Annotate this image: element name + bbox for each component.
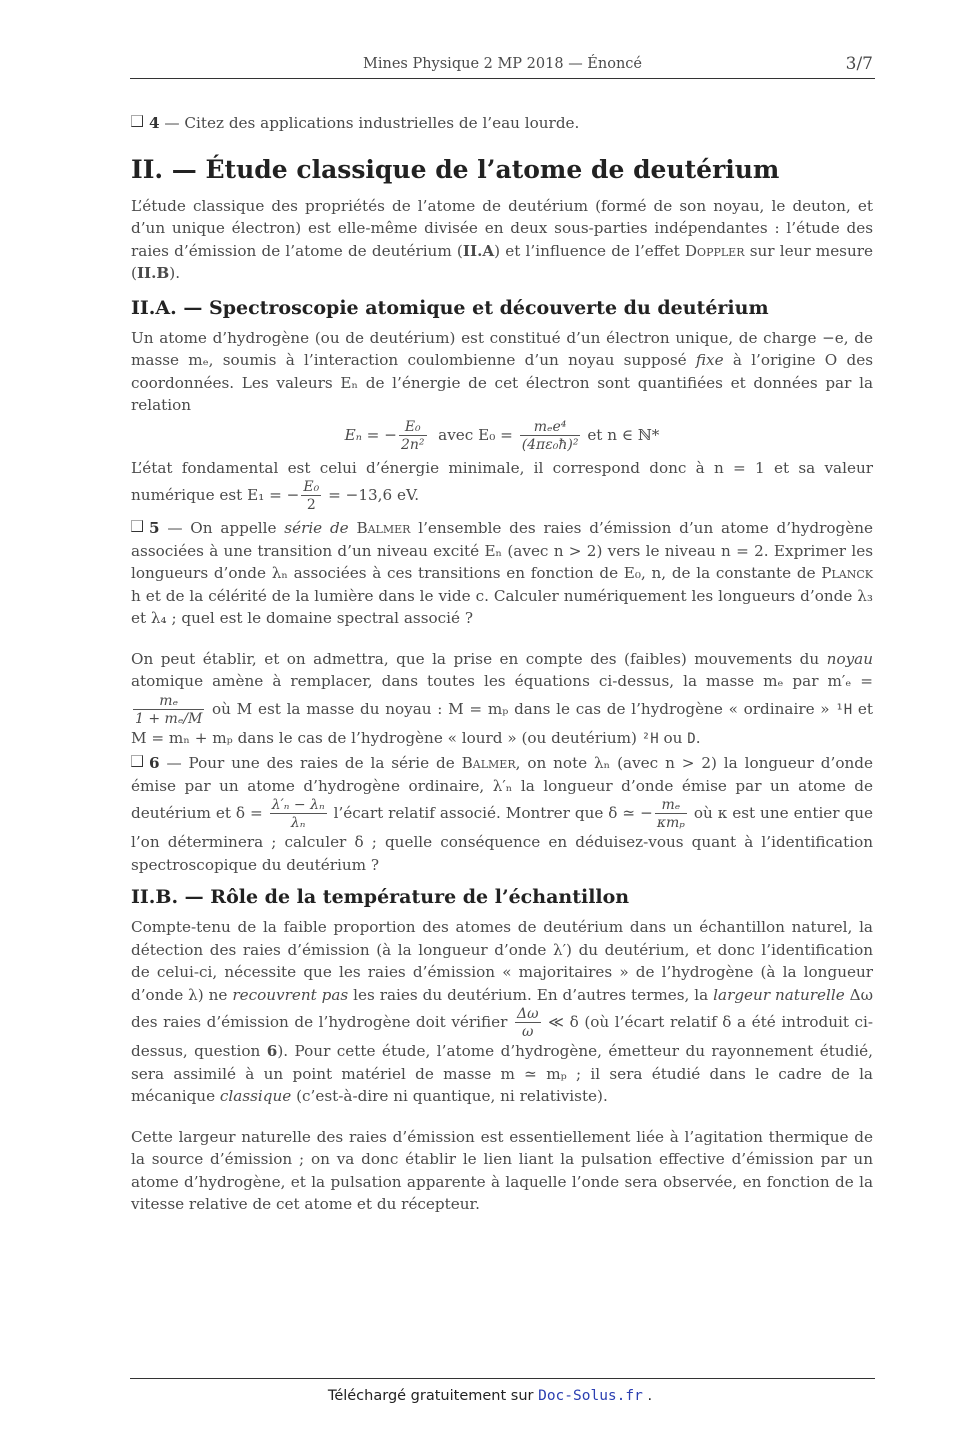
name-doppler: Doppler	[684, 241, 745, 260]
question-number: 4	[149, 114, 160, 132]
isotope-symbol: ¹H	[835, 701, 853, 718]
isotope-symbol: D	[687, 730, 696, 747]
page-number: 3/7	[845, 54, 873, 74]
section-ref: II.A	[462, 241, 495, 260]
denominator: 1 + mₑ/M	[135, 710, 203, 727]
spacer	[131, 630, 873, 648]
text-run: Δω des raies d’émission de l’hydrogène doit vérifier	[131, 985, 873, 1031]
name-balmer: Balmer	[356, 519, 411, 537]
checkbox-icon	[131, 520, 143, 532]
subsection-title-2b: II.B. — Rôle de la température de l’échantillon	[131, 886, 630, 908]
denominator: ω	[515, 1022, 541, 1040]
header-title: Mines Physique 2 MP 2018 — Énoncé	[363, 56, 642, 72]
text-run: sur leur mesure (	[131, 241, 873, 282]
emphasis: largeur naturelle	[713, 985, 845, 1004]
question-number: 6	[149, 754, 160, 772]
section-intro	[131, 195, 873, 285]
text-run: où κ est une entier que l’on déterminera ; calculer δ ; quelle conséquence en déduisez-vous quant à l’identification spectroscopique du deutérium ?	[131, 804, 874, 874]
emphasis: série de	[284, 519, 349, 537]
emphasis: fixe	[695, 351, 724, 369]
text-run: Compte-tenu de la faible proportion des atomes de deutérium dans un échantillon naturel, la détection des raies d’émission (à la longueur d’onde λ′) du deutérium, et donc l’identification de celui-ci, nécessite que les raies d’émission « majoritaires » de l’hydrogène (à la longueur d’onde λ) ne	[131, 918, 873, 1004]
text-run: ou	[658, 728, 688, 747]
text-run: l’écart relatif associé. Montrer que δ ≃ −	[333, 804, 653, 822]
page-header	[130, 54, 875, 78]
text-run: où M est la masse du noyau : M = mₚ dans le cas de l’hydrogène « ordinaire »	[212, 699, 836, 718]
denominator: 2	[301, 495, 321, 513]
text-run: — Pour une des raies de la série de	[159, 754, 462, 772]
emphasis: noyau	[826, 649, 873, 668]
footer-text: .	[642, 1388, 653, 1404]
equation-part: avec E₀ =	[438, 425, 513, 444]
energy-equation	[131, 419, 873, 453]
numerator: mₑe⁴	[533, 418, 567, 435]
emphasis: recouvrent pas	[232, 985, 349, 1004]
denominator: (4πε₀ħ)²	[521, 436, 579, 453]
text-run: les raies du deutérium. En d’autres termes, la	[348, 985, 714, 1004]
numerator: E₀	[404, 418, 421, 435]
page-footer	[0, 1388, 980, 1404]
fraction	[655, 797, 687, 831]
isotope-symbol: ²H	[641, 730, 659, 747]
fraction	[133, 693, 204, 727]
fraction	[515, 1006, 541, 1040]
text-run: — On appelle	[159, 519, 285, 537]
denominator: λₙ	[270, 813, 327, 831]
name-balmer: Balmer	[461, 754, 516, 772]
denominator: 2n²	[400, 436, 425, 453]
text-run: On peut établir, et on admettra, que la prise en compte des (faibles) mouvements du	[131, 649, 827, 668]
fraction	[301, 479, 321, 513]
section-ref: II.B	[136, 264, 170, 282]
text-run: L’état fondamental est celui d’énergie minimale, il correspond donc à n = 1 et sa valeur numérique est E₁ = −	[131, 458, 873, 504]
footer-divider	[130, 1378, 875, 1379]
equation-part: et n ∈ ℕ*	[587, 425, 660, 444]
numerator: mₑ	[159, 692, 178, 709]
question-6	[131, 752, 873, 876]
text-run: ) et l’influence de l’effet	[494, 241, 685, 260]
subsection-title-2a: II.A. — Spectroscopie atomique et découverte du deutérium	[131, 296, 769, 319]
text-run: = −13,6 eV.	[328, 486, 420, 504]
section-title: II. — Étude classique de l’atome de deutérium	[131, 154, 780, 184]
checkbox-icon	[131, 115, 143, 127]
numerator: E₀	[303, 479, 320, 495]
question-number: 5	[149, 519, 160, 537]
spacer	[131, 1108, 873, 1126]
fraction	[399, 419, 427, 453]
text-run: , on note λₙ (avec n > 2) la longueur d’onde émise par un atome d’hydrogène ordinaire, λ′ₙ la longueur d’onde émise par un atome de deutérium et δ =	[131, 754, 873, 822]
paragraph-nucleus	[131, 648, 873, 751]
text-run: ≪ δ (où l’écart relatif δ a été introduit ci-dessus, question	[131, 1013, 874, 1060]
question-text: — Citez des applications industrielles de l’eau lourde.	[159, 114, 580, 132]
emphasis: classique	[219, 1087, 292, 1105]
paragraph-detection	[131, 916, 873, 1108]
paragraph-thermal: Cette largeur naturelle des raies d’émission est essentiellement liée à l’agitation thermique de la source d’émission ; on va donc établir le lien liant la pulsation effective d’émission par un atome d’hydrogène, et la pulsation apparente à laquelle l’onde sera observée, en fonction de la vitesse relative de cet atome et du récepteur.	[131, 1127, 873, 1213]
text-run: .	[695, 728, 701, 747]
question-ref: 6	[266, 1042, 278, 1060]
numerator: Δω	[517, 1006, 539, 1022]
numerator: λ′ₙ − λₙ	[271, 797, 325, 813]
fraction	[270, 797, 327, 831]
text-run: L’étude classique des propriétés de l’atome de deutérium (formé de son noyau, le deuton, et d’un unique électron) est elle-même divisée en deux sous-parties indépendantes : l’étude des raies d’émission de l’atome de deutérium (	[131, 196, 873, 260]
question-5	[131, 517, 873, 630]
page-content	[131, 112, 873, 1216]
text-run: et M = mₙ + mₚ dans le cas de l’hydrogène « lourd » (ou deutérium)	[131, 699, 874, 747]
denominator: κmₚ	[656, 815, 685, 831]
footer-text: Téléchargé gratuitement sur	[327, 1388, 539, 1404]
text-run: h et de la célérité de la lumière dans le vide c. Calculer numériquement les longueurs d’onde λ₃ et λ₄ ; quel est le domaine spectral associé ?	[131, 586, 873, 627]
text-run: à l’origine O des coordonnées. Les valeurs Eₙ de l’énergie de cet électron sont quantifiées et données par la relation	[131, 351, 873, 414]
name-planck: Planck	[821, 564, 873, 582]
footer-link[interactable]: Doc-Solus.fr	[538, 1388, 643, 1404]
checkbox-icon	[131, 755, 143, 767]
text-run: Un atome d’hydrogène (ou de deutérium) est constitué d’un électron unique, de charge −e, de masse mₑ, soumis à l’interaction coulombienne d’un noyau supposé	[131, 328, 873, 369]
equation-part: Eₙ = −	[344, 425, 397, 444]
paragraph-ground-state	[131, 457, 873, 514]
header-divider	[130, 78, 875, 79]
text-run: l’ensemble des raies d’émission d’un atome d’hydrogène associées à une transition d’un niveau excité Eₙ (avec n > 2) vers le niveau n = 2. Exprimer les longueurs d’onde λₙ associées à ces transitions en fonction de E₀, n, de la constante de	[131, 519, 873, 582]
numerator: mₑ	[661, 797, 681, 813]
question-4	[131, 112, 873, 135]
fraction	[520, 419, 581, 453]
text-run: ).	[169, 264, 181, 282]
text-run: ). Pour cette étude, l’atome d’hydrogène, émetteur du rayonnement étudié, sera assimilé à un point matériel de masse m ≃ mₚ ; il sera étudié dans le cadre de la mécanique	[131, 1042, 874, 1105]
text-run: (c’est-à-dire ni quantique, ni relativiste).	[291, 1087, 608, 1105]
text-run: atomique amène à remplacer, dans toutes les équations ci-dessus, la masse mₑ par m′ₑ =	[131, 672, 873, 690]
paragraph-energy	[131, 327, 873, 417]
